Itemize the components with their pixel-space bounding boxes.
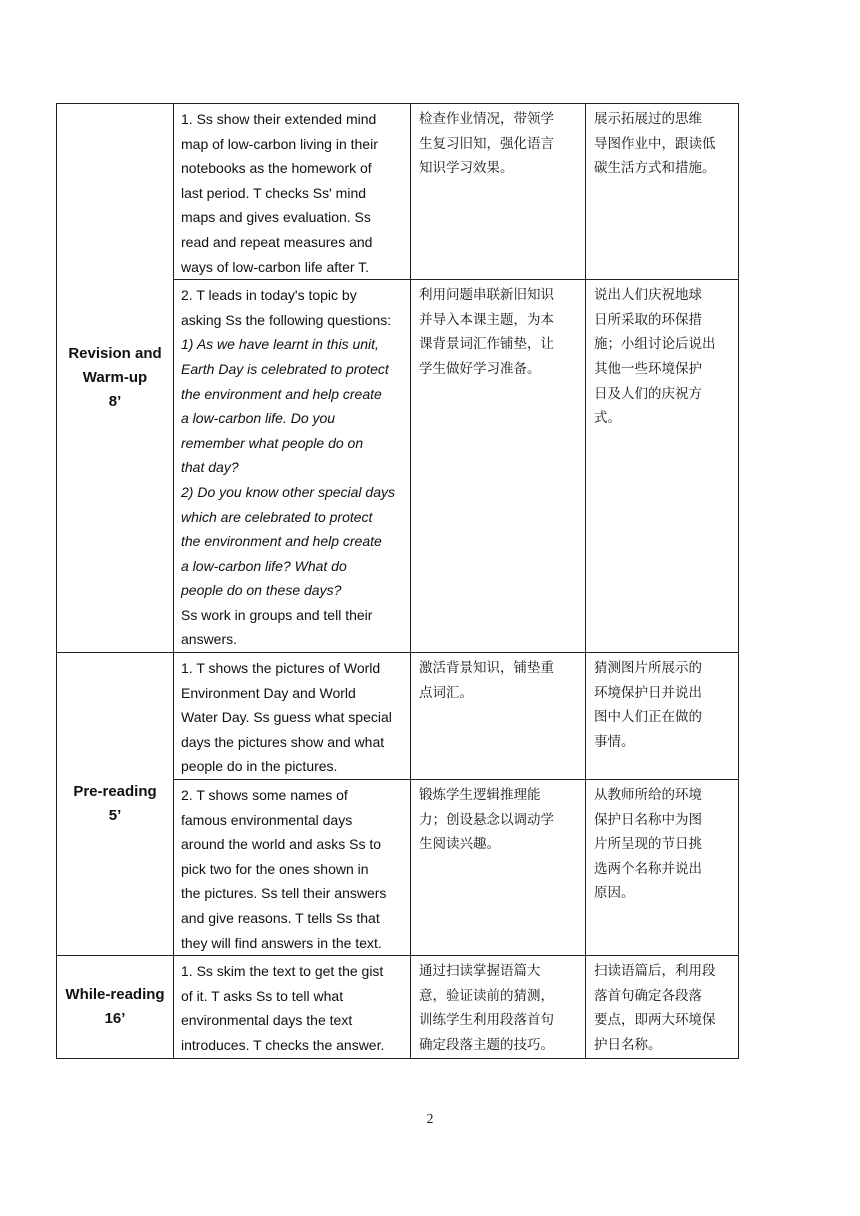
- question-line: that day?: [181, 459, 239, 476]
- student-activity-cell: [586, 280, 739, 653]
- student-activity-line: 要点，即两大环境保: [594, 1012, 716, 1029]
- activity-line: asking Ss the following questions:: [181, 311, 392, 328]
- question-line: Earth Day is celebrated to protect: [181, 360, 389, 377]
- purpose-line: 锻炼学生逻辑推理能: [419, 787, 541, 804]
- activity-line: days the pictures show and what: [181, 733, 385, 750]
- question-line: 1) As we have learnt in this unit,: [181, 336, 379, 353]
- purpose-line: 检查作业情况，带领学: [419, 111, 554, 127]
- stage-time: 5’: [108, 807, 122, 825]
- activity-line: 2. T shows some names of: [181, 787, 348, 804]
- table-row: [57, 653, 739, 780]
- activity-cell: [174, 780, 411, 956]
- purpose-cell: [411, 956, 586, 1058]
- question-line: the environment and help create: [181, 385, 382, 402]
- question-line: people do on these days?: [181, 582, 342, 599]
- page-number: 2: [426, 1112, 434, 1127]
- purpose-line: 并导入本课主题，为本: [419, 311, 554, 328]
- purpose-line: 知识学习效果。: [419, 160, 514, 177]
- purpose-line: 通过扫读掌握语篇大: [419, 963, 541, 980]
- activity-cell: [174, 653, 411, 780]
- activity-line: 1. T shows the pictures of World: [181, 660, 381, 677]
- activity-line: the pictures. Ss tell their answers: [181, 885, 387, 902]
- stage-name: Pre-reading: [73, 783, 157, 801]
- student-activity-line: 原因。: [594, 885, 635, 902]
- student-activity-line: 扫读语篇后，利用段: [594, 963, 716, 980]
- activity-line: Ss work in groups and tell their: [181, 606, 373, 623]
- question-line: which are celebrated to protect: [181, 508, 373, 525]
- activity-line: maps and gives evaluation. Ss: [181, 209, 371, 226]
- student-activity-line: 导图作业中，跟读低: [594, 135, 716, 152]
- activity-line: answers.: [181, 631, 238, 648]
- activity-line: ways of low-carbon life after T.: [181, 258, 370, 275]
- activity-cell: [174, 280, 411, 653]
- activity-line: 2. T leads in today's topic by: [181, 287, 357, 304]
- stage-name: Warm-up: [82, 369, 148, 387]
- activity-line: map of low-carbon living in their: [181, 135, 378, 152]
- student-activity-line: 片所呈现的节日挑: [594, 836, 702, 853]
- activity-line: Environment Day and World: [181, 684, 356, 701]
- stage-time: 8’: [108, 393, 122, 411]
- question-line: the environment and help create: [181, 533, 382, 550]
- question-line: 2) Do you know other special days: [181, 483, 395, 500]
- activity-line: people do in the pictures.: [181, 758, 338, 775]
- question-line: a low-carbon life. Do you: [181, 410, 336, 427]
- activity-line: notebooks as the homework of: [181, 160, 372, 177]
- activity-line: introduces. T checks the answer.: [181, 1036, 385, 1053]
- question-line: a low-carbon life? What do: [181, 557, 347, 574]
- student-activity-line: 环境保护日并说出: [594, 684, 702, 701]
- activity-cell: [174, 956, 411, 1058]
- purpose-line: 学生做好学习准备。: [419, 360, 541, 377]
- activity-line: around the world and asks Ss to: [181, 836, 382, 853]
- stage-time: 16’: [104, 1009, 126, 1027]
- student-activity-line: 事情。: [594, 733, 635, 750]
- student-activity-line: 日所采取的环保措: [594, 311, 702, 328]
- student-activity-line: 其他一些环境保护: [594, 360, 702, 377]
- activity-line: and give reasons. T tells Ss that: [181, 910, 380, 926]
- activity-line: of it. T asks Ss to tell what: [181, 987, 344, 1004]
- stage-cell: [57, 653, 174, 956]
- purpose-line: 力；创设悬念以调动学: [419, 811, 554, 828]
- student-activity-line: 施；小组讨论后说出: [594, 336, 716, 353]
- lesson-plan-table: [56, 103, 739, 1059]
- activity-line: pick two for the ones shown in: [181, 860, 369, 877]
- purpose-line: 意，验证读前的猜测，: [419, 987, 554, 1004]
- student-activity-cell: [586, 653, 739, 780]
- activity-line: famous environmental days: [181, 811, 353, 828]
- stage-cell: [57, 956, 174, 1058]
- activity-line: environmental days the text: [181, 1012, 353, 1029]
- purpose-line: 确定段落主题的技巧。: [419, 1036, 554, 1053]
- stage-name: Revision and: [68, 345, 162, 363]
- student-activity-line: 式。: [594, 410, 621, 427]
- purpose-cell: [411, 104, 586, 280]
- question-line: remember what people do on: [181, 434, 364, 451]
- purpose-line: 点词汇。: [419, 684, 473, 701]
- student-activity-line: 说出人们庆祝地球: [594, 287, 702, 304]
- student-activity-cell: [586, 104, 739, 280]
- activity-line: Water Day. Ss guess what special: [181, 709, 392, 726]
- purpose-cell: [411, 780, 586, 956]
- purpose-line: 训练学生利用段落首句: [419, 1012, 554, 1029]
- student-activity-line: 展示拓展过的思维: [594, 111, 702, 127]
- activity-line: 1. Ss skim the text to get the gist: [181, 963, 384, 980]
- purpose-line: 激活背景知识，铺垫重: [419, 660, 554, 677]
- activity-cell: [174, 104, 411, 280]
- purpose-line: 生阅读兴趣。: [419, 836, 500, 853]
- student-activity-line: 猜测图片所展示的: [594, 660, 702, 677]
- student-activity-cell: [586, 956, 739, 1058]
- table-row: [57, 104, 739, 280]
- student-activity-line: 碳生活方式和措施。: [594, 160, 716, 177]
- activity-line: last period. T checks Ss' mind: [181, 184, 367, 201]
- student-activity-cell: [586, 780, 739, 956]
- student-activity-line: 护日名称。: [594, 1036, 662, 1053]
- student-activity-line: 选两个名称并说出: [594, 860, 702, 877]
- stage-cell: [57, 104, 174, 653]
- activity-line: they will find answers in the text.: [181, 934, 382, 951]
- student-activity-line: 图中人们正在做的: [594, 709, 702, 726]
- purpose-line: 课背景词汇作铺垫，让: [419, 336, 554, 353]
- purpose-line: 生复习旧知，强化语言: [419, 135, 554, 152]
- purpose-cell: [411, 280, 586, 653]
- table-row: [57, 956, 739, 1058]
- stage-name: While-reading: [65, 985, 165, 1003]
- purpose-cell: [411, 653, 586, 780]
- student-activity-line: 保护日名称中为图: [594, 811, 702, 828]
- activity-line: 1. Ss show their extended mind: [181, 111, 377, 127]
- purpose-line: 利用问题串联新旧知识: [419, 287, 554, 304]
- student-activity-line: 落首句确定各段落: [594, 987, 702, 1004]
- student-activity-line: 日及人们的庆祝方: [594, 385, 702, 402]
- student-activity-line: 从教师所给的环境: [594, 787, 702, 804]
- activity-line: read and repeat measures and: [181, 233, 373, 250]
